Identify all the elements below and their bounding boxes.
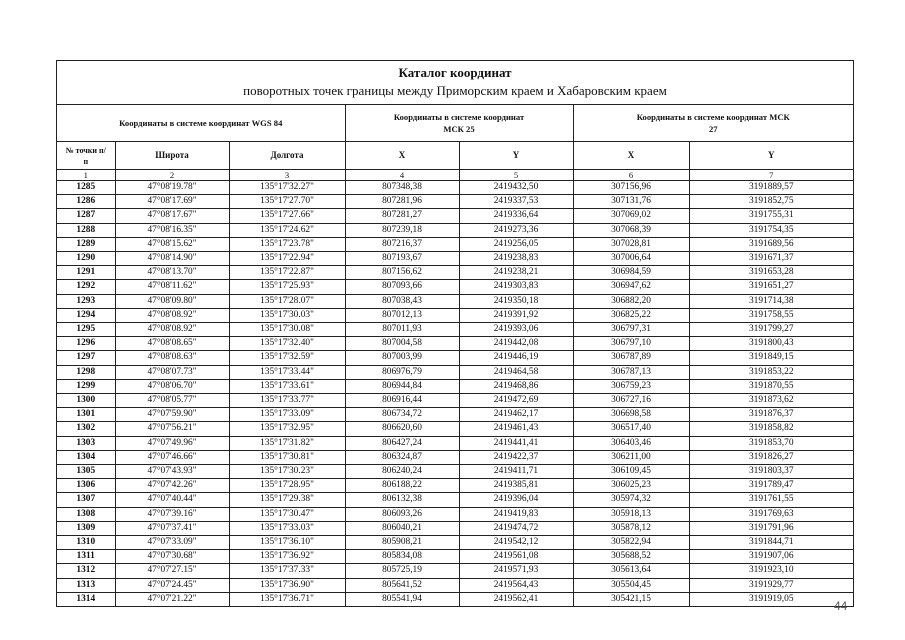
y-msk27-cell: 3191870,55	[689, 379, 853, 393]
latitude-cell: 47°08'09.80"	[115, 294, 229, 308]
y-msk25-cell: 2419411,71	[459, 465, 573, 479]
x-msk27-cell: 305688,52	[573, 550, 689, 564]
y-msk27-cell: 3191907,06	[689, 550, 853, 564]
longitude-cell: 135°17'29.38"	[229, 493, 345, 507]
latitude-cell: 47°07'42.26"	[115, 479, 229, 493]
y-msk27-cell: 3191651,27	[689, 280, 853, 294]
point-number-cell: 1311	[57, 550, 115, 564]
table-row	[57, 592, 853, 606]
y-msk25-cell: 2419468,86	[459, 379, 573, 393]
x-msk27-cell: 306698,58	[573, 408, 689, 422]
longitude-cell: 135°17'30.23"	[229, 465, 345, 479]
table-row	[57, 280, 853, 294]
x-msk27-cell: 306882,20	[573, 294, 689, 308]
x-msk27-cell: 306727,16	[573, 394, 689, 408]
latitude-cell: 47°07'37.41"	[115, 521, 229, 535]
longitude-cell: 135°17'30.08"	[229, 323, 345, 337]
x-msk27-cell: 306211,00	[573, 450, 689, 464]
latitude-cell: 47°08'16.35"	[115, 223, 229, 237]
x-msk27-cell: 306947,62	[573, 280, 689, 294]
longitude-cell: 135°17'37.33"	[229, 564, 345, 578]
x-msk25-cell: 805908,21	[345, 536, 459, 550]
y-msk25-cell: 2419273,36	[459, 223, 573, 237]
x-msk27-cell: 306759,23	[573, 379, 689, 393]
y-msk25-cell: 2419442,08	[459, 337, 573, 351]
latitude-cell: 47°07'40.44"	[115, 493, 229, 507]
point-number-cell: 1297	[57, 351, 115, 365]
longitude-cell: 135°17'31.82"	[229, 436, 345, 450]
y-msk25-cell: 2419238,83	[459, 252, 573, 266]
y-msk27-cell: 3191923,10	[689, 564, 853, 578]
coordinate-catalog-sheet	[56, 60, 854, 607]
x-msk27-cell: 306797,10	[573, 337, 689, 351]
coordinate-system-header-row	[57, 105, 853, 142]
table-row	[57, 394, 853, 408]
longitude-cell: 135°17'24.62"	[229, 223, 345, 237]
y-msk27-cell: 3191889,57	[689, 181, 853, 195]
point-number-cell: 1291	[57, 266, 115, 280]
x-msk27-cell: 306787,13	[573, 365, 689, 379]
column-number: 6	[573, 170, 689, 181]
y-msk25-cell: 2419441,41	[459, 436, 573, 450]
column-header-lat: Широта	[115, 142, 229, 170]
point-number-cell: 1292	[57, 280, 115, 294]
latitude-cell: 47°07'39.16"	[115, 507, 229, 521]
y-msk27-cell: 3191853,22	[689, 365, 853, 379]
x-msk27-cell: 306825,22	[573, 308, 689, 322]
x-msk25-cell: 806620,60	[345, 422, 459, 436]
point-number-cell: 1300	[57, 394, 115, 408]
column-header-x25: X	[345, 142, 459, 170]
y-msk25-cell: 2419350,18	[459, 294, 573, 308]
column-number: 1	[57, 170, 115, 181]
column-header-row	[57, 142, 853, 170]
column-header-y25: Y	[459, 142, 573, 170]
point-number-cell: 1288	[57, 223, 115, 237]
latitude-cell: 47°08'05.77"	[115, 394, 229, 408]
x-msk27-cell: 306025,23	[573, 479, 689, 493]
y-msk25-cell: 2419303,83	[459, 280, 573, 294]
point-number-cell: 1306	[57, 479, 115, 493]
longitude-cell: 135°17'27.70"	[229, 195, 345, 209]
latitude-cell: 47°08'06.70"	[115, 379, 229, 393]
column-number: 5	[459, 170, 573, 181]
x-msk27-cell: 307028,81	[573, 237, 689, 251]
y-msk27-cell: 3191791,96	[689, 521, 853, 535]
y-msk27-cell: 3191769,63	[689, 507, 853, 521]
y-msk25-cell: 2419391,92	[459, 308, 573, 322]
latitude-cell: 47°08'19.78"	[115, 181, 229, 195]
x-msk27-cell: 307069,02	[573, 209, 689, 223]
table-row	[57, 209, 853, 223]
latitude-cell: 47°07'30.68"	[115, 550, 229, 564]
y-msk27-cell: 3191929,77	[689, 578, 853, 592]
point-number-cell: 1301	[57, 408, 115, 422]
x-msk27-cell: 305918,13	[573, 507, 689, 521]
longitude-cell: 135°17'33.61"	[229, 379, 345, 393]
longitude-cell: 135°17'27.66"	[229, 209, 345, 223]
table-row	[57, 252, 853, 266]
x-msk27-cell: 306109,45	[573, 465, 689, 479]
x-msk25-cell: 807156,62	[345, 266, 459, 280]
x-msk25-cell: 806944,84	[345, 379, 459, 393]
longitude-cell: 135°17'32.27"	[229, 181, 345, 195]
latitude-cell: 47°07'27.15"	[115, 564, 229, 578]
y-msk27-cell: 3191849,15	[689, 351, 853, 365]
y-msk25-cell: 2419385,81	[459, 479, 573, 493]
x-msk25-cell: 807281,96	[345, 195, 459, 209]
x-msk27-cell: 307068,39	[573, 223, 689, 237]
y-msk27-cell: 3191758,55	[689, 308, 853, 322]
x-msk27-cell: 305504,45	[573, 578, 689, 592]
x-msk25-cell: 807281,27	[345, 209, 459, 223]
longitude-cell: 135°17'23.78"	[229, 237, 345, 251]
x-msk27-cell: 307156,96	[573, 181, 689, 195]
latitude-cell: 47°07'46.66"	[115, 450, 229, 464]
point-number-cell: 1304	[57, 450, 115, 464]
y-msk27-cell: 3191755,31	[689, 209, 853, 223]
y-msk27-cell: 3191800,43	[689, 337, 853, 351]
x-msk25-cell: 806916,44	[345, 394, 459, 408]
table-row	[57, 450, 853, 464]
longitude-cell: 135°17'36.92"	[229, 550, 345, 564]
longitude-cell: 135°17'33.77"	[229, 394, 345, 408]
msk27-system-header: Координаты в системе координат МСК 27	[573, 105, 853, 142]
catalog-title: Каталог координат	[398, 65, 512, 80]
x-msk25-cell: 806734,72	[345, 408, 459, 422]
table-row	[57, 536, 853, 550]
y-msk27-cell: 3191799,27	[689, 323, 853, 337]
longitude-cell: 135°17'32.59"	[229, 351, 345, 365]
longitude-cell: 135°17'32.40"	[229, 337, 345, 351]
y-msk27-cell: 3191754,35	[689, 223, 853, 237]
x-msk25-cell: 805725,19	[345, 564, 459, 578]
point-number-cell: 1294	[57, 308, 115, 322]
x-msk25-cell: 806040,21	[345, 521, 459, 535]
column-number: 4	[345, 170, 459, 181]
latitude-cell: 47°07'59.90"	[115, 408, 229, 422]
y-msk25-cell: 2419472,69	[459, 394, 573, 408]
y-msk25-cell: 2419336,64	[459, 209, 573, 223]
column-number-row	[57, 170, 853, 181]
table-row	[57, 351, 853, 365]
y-msk25-cell: 2419542,12	[459, 536, 573, 550]
y-msk27-cell: 3191714,38	[689, 294, 853, 308]
point-number-cell: 1312	[57, 564, 115, 578]
table-row	[57, 521, 853, 535]
table-row	[57, 294, 853, 308]
table-row	[57, 578, 853, 592]
y-msk25-cell: 2419396,04	[459, 493, 573, 507]
table-row	[57, 493, 853, 507]
y-msk25-cell: 2419446,19	[459, 351, 573, 365]
x-msk25-cell: 807239,18	[345, 223, 459, 237]
x-msk27-cell: 305613,64	[573, 564, 689, 578]
y-msk25-cell: 2419462,17	[459, 408, 573, 422]
table-row	[57, 422, 853, 436]
y-msk25-cell: 2419422,37	[459, 450, 573, 464]
point-number-cell: 1286	[57, 195, 115, 209]
latitude-cell: 47°08'08.92"	[115, 308, 229, 322]
point-number-cell: 1303	[57, 436, 115, 450]
x-msk25-cell: 807038,43	[345, 294, 459, 308]
latitude-cell: 47°07'56.21"	[115, 422, 229, 436]
y-msk25-cell: 2419393,06	[459, 323, 573, 337]
point-number-cell: 1293	[57, 294, 115, 308]
x-msk25-cell: 805541,94	[345, 592, 459, 606]
msk25-system-header: Координаты в системе координат МСК 25	[345, 105, 573, 142]
longitude-cell: 135°17'33.03"	[229, 521, 345, 535]
y-msk27-cell: 3191789,47	[689, 479, 853, 493]
coordinate-table	[57, 105, 853, 606]
x-msk25-cell: 807216,37	[345, 237, 459, 251]
x-msk25-cell: 807093,66	[345, 280, 459, 294]
latitude-cell: 47°08'14.90"	[115, 252, 229, 266]
y-msk25-cell: 2419564,43	[459, 578, 573, 592]
table-row	[57, 564, 853, 578]
y-msk27-cell: 3191826,27	[689, 450, 853, 464]
x-msk27-cell: 305421,15	[573, 592, 689, 606]
x-msk27-cell: 307006,64	[573, 252, 689, 266]
coordinate-rows	[57, 181, 853, 607]
table-row	[57, 337, 853, 351]
latitude-cell: 47°07'21.22"	[115, 592, 229, 606]
y-msk27-cell: 3191852,75	[689, 195, 853, 209]
y-msk27-cell: 3191873,62	[689, 394, 853, 408]
page-number: 44	[834, 599, 848, 613]
table-row	[57, 237, 853, 251]
y-msk27-cell: 3191689,56	[689, 237, 853, 251]
y-msk25-cell: 2419474,72	[459, 521, 573, 535]
x-msk25-cell: 807012,13	[345, 308, 459, 322]
point-number-cell: 1289	[57, 237, 115, 251]
latitude-cell: 47°07'24.45"	[115, 578, 229, 592]
table-row	[57, 308, 853, 322]
x-msk27-cell: 306787,89	[573, 351, 689, 365]
table-row	[57, 507, 853, 521]
x-msk25-cell: 806976,79	[345, 365, 459, 379]
y-msk25-cell: 2419238,21	[459, 266, 573, 280]
y-msk25-cell: 2419571,93	[459, 564, 573, 578]
x-msk25-cell: 806188,22	[345, 479, 459, 493]
y-msk27-cell: 3191858,82	[689, 422, 853, 436]
longitude-cell: 135°17'28.07"	[229, 294, 345, 308]
point-number-cell: 1287	[57, 209, 115, 223]
x-msk25-cell: 805834,08	[345, 550, 459, 564]
table-row	[57, 436, 853, 450]
y-msk25-cell: 2419561,08	[459, 550, 573, 564]
x-msk27-cell: 305878,12	[573, 521, 689, 535]
table-row	[57, 479, 853, 493]
longitude-cell: 135°17'36.71"	[229, 592, 345, 606]
point-number-cell: 1296	[57, 337, 115, 351]
longitude-cell: 135°17'33.09"	[229, 408, 345, 422]
y-msk25-cell: 2419464,58	[459, 365, 573, 379]
longitude-cell: 135°17'36.90"	[229, 578, 345, 592]
column-number: 2	[115, 170, 229, 181]
x-msk27-cell: 306403,46	[573, 436, 689, 450]
x-msk25-cell: 805641,52	[345, 578, 459, 592]
x-msk27-cell: 306517,40	[573, 422, 689, 436]
x-msk27-cell: 305974,32	[573, 493, 689, 507]
latitude-cell: 47°08'07.73"	[115, 365, 229, 379]
table-row	[57, 195, 853, 209]
column-number: 3	[229, 170, 345, 181]
x-msk25-cell: 807193,67	[345, 252, 459, 266]
latitude-cell: 47°08'11.62"	[115, 280, 229, 294]
point-number-cell: 1299	[57, 379, 115, 393]
longitude-cell: 135°17'30.03"	[229, 308, 345, 322]
table-row	[57, 408, 853, 422]
table-row	[57, 379, 853, 393]
column-header-x27: X	[573, 142, 689, 170]
latitude-cell: 47°08'17.69"	[115, 195, 229, 209]
longitude-cell: 135°17'22.94"	[229, 252, 345, 266]
x-msk27-cell: 306797,31	[573, 323, 689, 337]
x-msk27-cell: 306984,59	[573, 266, 689, 280]
latitude-cell: 47°08'17.67"	[115, 209, 229, 223]
y-msk27-cell: 3191853,70	[689, 436, 853, 450]
catalog-title-block	[57, 61, 853, 105]
y-msk27-cell: 3191671,37	[689, 252, 853, 266]
y-msk25-cell: 2419432,50	[459, 181, 573, 195]
longitude-cell: 135°17'30.81"	[229, 450, 345, 464]
table-row	[57, 323, 853, 337]
longitude-cell: 135°17'28.95"	[229, 479, 345, 493]
x-msk25-cell: 807348,38	[345, 181, 459, 195]
latitude-cell: 47°07'33.09"	[115, 536, 229, 550]
y-msk27-cell: 3191803,37	[689, 465, 853, 479]
longitude-cell: 135°17'36.10"	[229, 536, 345, 550]
y-msk27-cell: 3191876,37	[689, 408, 853, 422]
latitude-cell: 47°08'13.70"	[115, 266, 229, 280]
longitude-cell: 135°17'30.47"	[229, 507, 345, 521]
table-row	[57, 465, 853, 479]
y-msk25-cell: 2419419,83	[459, 507, 573, 521]
y-msk25-cell: 2419562,41	[459, 592, 573, 606]
point-number-cell: 1308	[57, 507, 115, 521]
table-row	[57, 365, 853, 379]
x-msk25-cell: 806093,26	[345, 507, 459, 521]
x-msk25-cell: 807003,99	[345, 351, 459, 365]
x-msk25-cell: 807011,93	[345, 323, 459, 337]
x-msk25-cell: 806132,38	[345, 493, 459, 507]
column-number: 7	[689, 170, 853, 181]
longitude-cell: 135°17'22.87"	[229, 266, 345, 280]
point-number-cell: 1302	[57, 422, 115, 436]
column-header-point-no: № точки п/п	[57, 142, 115, 170]
point-number-cell: 1307	[57, 493, 115, 507]
x-msk27-cell: 307131,76	[573, 195, 689, 209]
y-msk25-cell: 2419337,53	[459, 195, 573, 209]
x-msk25-cell: 806427,24	[345, 436, 459, 450]
catalog-subtitle: поворотных точек границы между Приморским краем и Хабаровским краем	[243, 83, 667, 98]
latitude-cell: 47°08'08.65"	[115, 337, 229, 351]
y-msk27-cell: 3191844,71	[689, 536, 853, 550]
x-msk25-cell: 806240,24	[345, 465, 459, 479]
table-row	[57, 223, 853, 237]
y-msk25-cell: 2419256,05	[459, 237, 573, 251]
point-number-cell: 1295	[57, 323, 115, 337]
y-msk25-cell: 2419461,43	[459, 422, 573, 436]
x-msk25-cell: 806324,87	[345, 450, 459, 464]
table-row	[57, 181, 853, 195]
point-number-cell: 1309	[57, 521, 115, 535]
point-number-cell: 1290	[57, 252, 115, 266]
longitude-cell: 135°17'32.95"	[229, 422, 345, 436]
x-msk27-cell: 305822,94	[573, 536, 689, 550]
x-msk25-cell: 807004,58	[345, 337, 459, 351]
wgs84-system-header: Координаты в системе координат WGS 84	[57, 105, 345, 142]
point-number-cell: 1298	[57, 365, 115, 379]
point-number-cell: 1313	[57, 578, 115, 592]
latitude-cell: 47°07'49.96"	[115, 436, 229, 450]
longitude-cell: 135°17'33.44"	[229, 365, 345, 379]
y-msk27-cell: 3191919,05	[689, 592, 853, 606]
column-header-y27: Y	[689, 142, 853, 170]
latitude-cell: 47°08'08.92"	[115, 323, 229, 337]
table-row	[57, 266, 853, 280]
latitude-cell: 47°08'15.62"	[115, 237, 229, 251]
latitude-cell: 47°07'43.93"	[115, 465, 229, 479]
y-msk27-cell: 3191653,28	[689, 266, 853, 280]
table-row	[57, 550, 853, 564]
point-number-cell: 1305	[57, 465, 115, 479]
point-number-cell: 1314	[57, 592, 115, 606]
latitude-cell: 47°08'08.63"	[115, 351, 229, 365]
point-number-cell: 1310	[57, 536, 115, 550]
longitude-cell: 135°17'25.93"	[229, 280, 345, 294]
column-header-lon: Долгота	[229, 142, 345, 170]
point-number-cell: 1285	[57, 181, 115, 195]
y-msk27-cell: 3191761,55	[689, 493, 853, 507]
